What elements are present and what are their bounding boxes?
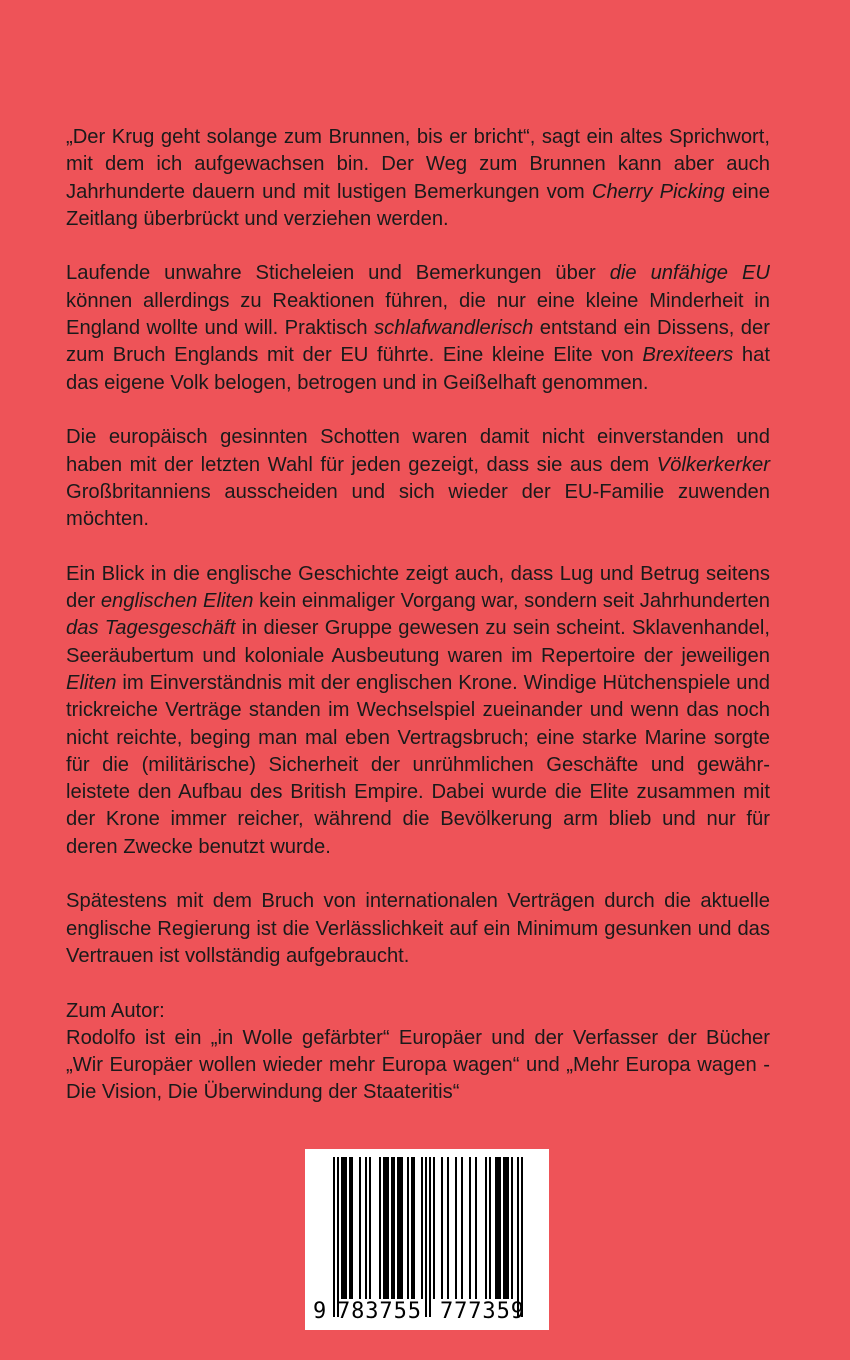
paragraph-5: Spätestens mit dem Bruch von internationalen Verträgen durch die aktuelle englische Regierung ist die Verlässlichkeit auf ein Minimum gesunken und das Vertrauen ist vollständig aufgebraucht. [66, 890, 770, 967]
barcode-bar [455, 1157, 457, 1299]
paragraph-2: Laufende unwahre Sticheleien und Bemerkungen über die unfähige EU können allerdings zu Reaktionen führen, die nur eine kleine Minderheit in England wollte und will. Praktisch schlafwandlerisch entstand ein Dissens, der zum Bruch Englands mit der EU führte. Eine kleine Elite von Brexiteers hat das eigene Volk belogen, betrogen und in Geißelhaft genommen. [66, 262, 770, 394]
barcode-bar [441, 1157, 443, 1299]
barcode-bar [495, 1157, 501, 1299]
barcode-bar [369, 1157, 371, 1299]
barcode-bar [475, 1157, 477, 1299]
barcode-bar [485, 1157, 487, 1299]
isbn-barcode [305, 1149, 549, 1330]
blurb-text [66, 124, 770, 1107]
barcode-guard-bar [517, 1157, 519, 1317]
isbn-right-group: 777359 [440, 1299, 525, 1324]
paragraph-4: Ein Blick in die englische Geschichte zeigt auch, dass Lug und Betrug seitens der englischen Eliten kein einmaliger Vorgang war, sondern seit Jahrhunderten das Tagesgeschäft in dieser Gruppe gewesen zu sein scheint. Sklavenhandel, Seeräubertum und koloniale Ausbeutung waren im Repertoire der jeweiligen Eliten im Einverständnis mit der englischen Krone. Windige Hütchenspiele und trickreiche Verträge standen im Wechselspiel zueinander und wenn das noch nicht reichte, beging man mal eben Vertragsbruch; eine starke Marine sorgte für die (militärische) Sicherheit der unrühmlichen Geschäfte und gewährleistete den Aufbau des British Empire. Dabei wurde die Elite zusammen mit der Krone immer reicher, während die Bevölkerung arm blieb und nur für deren Zwecke benutzt wurde. [66, 562, 771, 858]
barcode-bar [433, 1157, 435, 1299]
barcode-bar [503, 1157, 509, 1299]
barcode-bar [407, 1157, 409, 1299]
barcode-bar [365, 1157, 367, 1299]
barcode-bar [397, 1157, 403, 1299]
barcode-guard-bar [429, 1157, 431, 1317]
barcode-bar [391, 1157, 395, 1299]
barcode-bar [489, 1157, 491, 1299]
barcode-bar [359, 1157, 361, 1299]
barcode-bar [511, 1157, 513, 1299]
isbn-first-digit: 9 [313, 1299, 327, 1324]
barcode-bar [447, 1157, 449, 1299]
barcode-guard-bar [337, 1157, 339, 1317]
paragraph-3: Die europäisch gesinnten Schotten waren damit nicht einverstanden und haben mit der letzten Wahl für jeden gezeigt, dass sie aus dem Völkerkerker Großbritanniens ausscheiden und sich wieder der EU-Familie zuwenden möchten. [66, 426, 770, 531]
barcode-bar [411, 1157, 415, 1299]
author-heading: Zum Autor: [66, 999, 165, 1022]
barcode-bar [341, 1157, 347, 1299]
barcode-guard-bar [521, 1157, 523, 1317]
barcode-bar [461, 1157, 463, 1299]
barcode-bar [379, 1157, 381, 1299]
barcode-bar [421, 1157, 423, 1299]
author-bio: Rodolfo ist ein „in Wolle gefärbter“ Europäer und der Verfasser der Bücher „Wir Europäer wollen wieder mehr Europa wagen“ und „Mehr Europa wagen - Die Vision, Die Überwindung der Staateritis“ [66, 1026, 770, 1104]
barcode-bar [383, 1157, 389, 1299]
barcode-bar [349, 1157, 353, 1299]
paragraph-1: „Der Krug geht solange zum Brunnen, bis er bricht“, sagt ein altes Sprichwort, mit dem ich aufgewachsen bin. Der Weg zum Brunnen kann aber auch Jahrhunderte dauern und mit lustigen Bemerkungen vom Cherry Picking eine Zeitlang überbrückt und verziehen werden. [66, 126, 771, 230]
barcode-guard-bar [333, 1157, 335, 1317]
isbn-left-group: 783755 [337, 1299, 422, 1324]
barcode-bar [469, 1157, 471, 1299]
barcode-guard-bar [425, 1157, 427, 1317]
isbn-digits [305, 1299, 549, 1327]
